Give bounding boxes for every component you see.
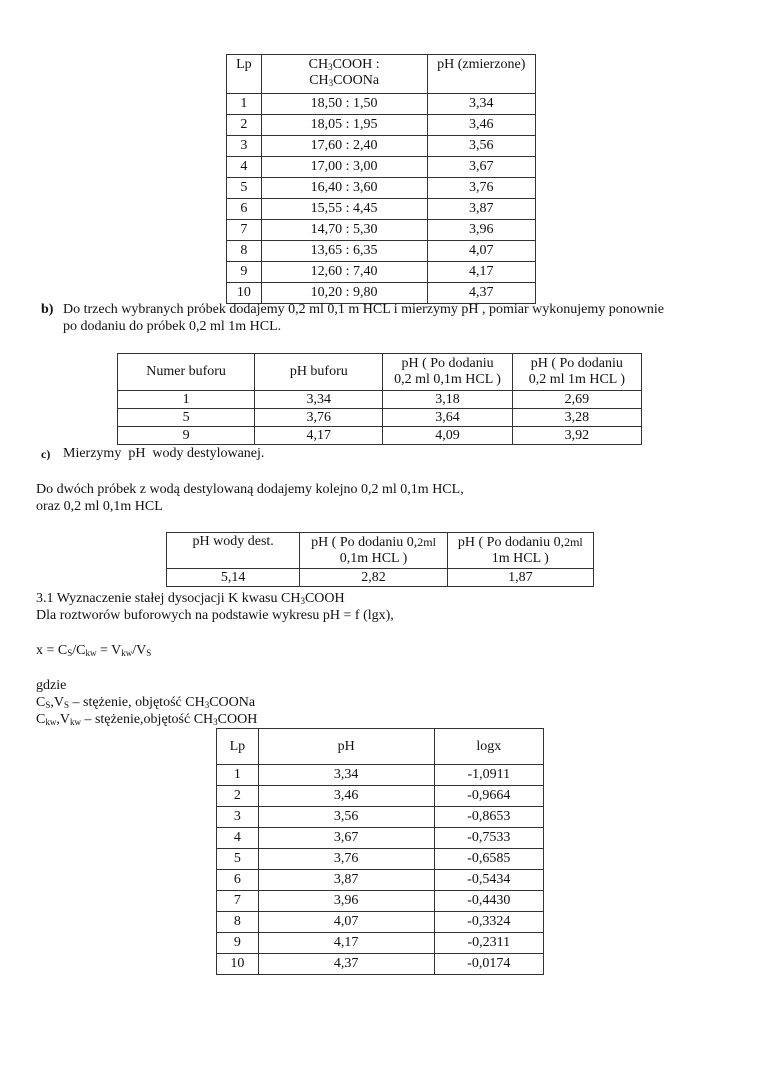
cell-number: 5 — [118, 409, 255, 427]
cell-logx: -0,2311 — [434, 933, 543, 954]
cell-ph: 3,96 — [258, 891, 434, 912]
definition-salt: $C_S,V_S$ – stężenie, objętość $CH_3COONa$ — [36, 695, 256, 710]
cell-lp: 9 — [217, 933, 259, 954]
section-c-text: Mierzymy pH wody destylowanej. — [63, 446, 265, 461]
table-row — [227, 199, 536, 220]
section-c-marker: c) — [41, 447, 51, 461]
cell-number: 9 — [118, 427, 255, 445]
cell-lp: 8 — [217, 912, 259, 933]
cell-lp: 6 — [217, 870, 259, 891]
cell-ph: 3,76 — [255, 409, 383, 427]
cell-lp: 3 — [217, 807, 259, 828]
cell-ratio: 15,55 : 4,45 — [261, 199, 427, 220]
cell-ph: 4,37 — [427, 283, 536, 304]
table-header-row — [167, 533, 594, 569]
table-row — [227, 241, 536, 262]
cell-lp: 7 — [227, 220, 262, 241]
cell-logx: -0,9664 — [434, 786, 543, 807]
cell-ph: 4,17 — [255, 427, 383, 445]
table-row — [227, 220, 536, 241]
cell-ph: 3,67 — [427, 157, 536, 178]
cell-lp: 10 — [227, 283, 262, 304]
cell-ph: 3,34 — [427, 94, 536, 115]
cell-lp: 5 — [227, 178, 262, 199]
header-ph: pH — [258, 729, 434, 765]
header-lp: Lp — [217, 729, 259, 765]
table-row — [217, 807, 544, 828]
cell-water-ph: 5,14 — [167, 569, 300, 587]
cell-ph: 4,07 — [258, 912, 434, 933]
table-row — [227, 157, 536, 178]
cell-ph: 3,46 — [258, 786, 434, 807]
cell-logx: -0,6585 — [434, 849, 543, 870]
cell-lp: 5 — [217, 849, 259, 870]
table-row — [217, 933, 544, 954]
cell-ph: 3,46 — [427, 115, 536, 136]
section-c-para-line2: oraz 0,2 ml 0,1m HCL — [36, 499, 163, 514]
cell-lp: 9 — [227, 262, 262, 283]
table-row — [217, 765, 544, 786]
formula-x: $x = C_S/C_{kw} = V_{kw}/V_S$ — [36, 643, 152, 658]
header-ph-after-1m: pH ( Po dodaniu 0,2 ml 1m HCL ) — [512, 354, 641, 391]
table-header-row — [118, 354, 642, 391]
cell-logx: -0,0174 — [434, 954, 543, 975]
section-c-para-line1: Do dwóch próbek z wodą destylowaną dodajemy kolejno 0,2 ml 0,1m HCL, — [36, 482, 464, 497]
header-water-ph: pH wody dest. — [167, 533, 300, 569]
table-row — [217, 828, 544, 849]
cell-ph: 3,34 — [255, 391, 383, 409]
cell-ph-1: 3,92 — [512, 427, 641, 445]
distilled-water-table — [166, 532, 594, 587]
cell-ratio: 13,65 : 6,35 — [261, 241, 427, 262]
definition-acid: $C_{kw},V_{kw}$ – stężenie,objętość $CH_3COOH$ — [36, 712, 258, 727]
cell-logx: -0,5434 — [434, 870, 543, 891]
cell-ratio: 17,00 : 3,00 — [261, 157, 427, 178]
cell-logx: -0,8653 — [434, 807, 543, 828]
cell-lp: 4 — [217, 828, 259, 849]
header-lp: Lp — [227, 55, 262, 94]
table-row — [227, 136, 536, 157]
header-ratio: $CH_3COOH$ : $CH_3COONa$ — [261, 55, 427, 94]
cell-ratio: 17,60 : 2,40 — [261, 136, 427, 157]
ph-logx-table — [216, 728, 544, 975]
cell-lp: 1 — [227, 94, 262, 115]
cell-ph: 3,96 — [427, 220, 536, 241]
cell-lp: 2 — [227, 115, 262, 136]
cell-logx: -0,3324 — [434, 912, 543, 933]
table-row — [217, 786, 544, 807]
cell-ph: 4,17 — [258, 933, 434, 954]
table-row — [167, 569, 594, 587]
header-logx: logx — [434, 729, 543, 765]
table-row — [217, 912, 544, 933]
table-row — [227, 262, 536, 283]
cell-ratio: 18,50 : 1,50 — [261, 94, 427, 115]
cell-ph: 4,37 — [258, 954, 434, 975]
table-row — [118, 427, 642, 445]
cell-ph-1: 1,87 — [447, 569, 593, 587]
cell-ph: 4,07 — [427, 241, 536, 262]
cell-ratio: 16,40 : 3,60 — [261, 178, 427, 199]
cell-lp: 3 — [227, 136, 262, 157]
table-row — [217, 870, 544, 891]
table-row — [118, 391, 642, 409]
cell-logx: -0,4430 — [434, 891, 543, 912]
table-header-row — [227, 55, 536, 94]
table-header-row — [217, 729, 544, 765]
section-b-line2: po dodaniu do próbek 0,2 ml 1m HCL. — [63, 319, 282, 334]
gdzie-label: gdzie — [36, 678, 67, 693]
header-ph-measured: pH (zmierzone) — [427, 55, 536, 94]
cell-lp: 2 — [217, 786, 259, 807]
buffer-hcl-table — [117, 353, 642, 445]
header-ph-after-1m: pH ( Po dodaniu 0,2ml 1m HCL ) — [447, 533, 593, 569]
cell-lp: 7 — [217, 891, 259, 912]
cell-ph-01: 2,82 — [300, 569, 447, 587]
cell-lp: 10 — [217, 954, 259, 975]
section-31-line2: Dla roztworów buforowych na podstawie wykresu pH = f (lgx), — [36, 608, 394, 623]
header-buffer-ph: pH buforu — [255, 354, 383, 391]
cell-lp: 8 — [227, 241, 262, 262]
cell-ph-01: 4,09 — [383, 427, 512, 445]
cell-ratio: 12,60 : 7,40 — [261, 262, 427, 283]
table-row — [217, 954, 544, 975]
header-ph-after-01m: pH ( Po dodaniu 0,2ml 0,1m HCL ) — [300, 533, 447, 569]
cell-logx: -1,0911 — [434, 765, 543, 786]
cell-ph-1: 2,69 — [512, 391, 641, 409]
cell-ph: 3,87 — [258, 870, 434, 891]
cell-lp: 1 — [217, 765, 259, 786]
cell-ratio: 10,20 : 9,80 — [261, 283, 427, 304]
cell-ph: 3,34 — [258, 765, 434, 786]
cell-logx: -0,7533 — [434, 828, 543, 849]
cell-ph: 3,76 — [427, 178, 536, 199]
section-b-marker: b) — [41, 302, 54, 317]
cell-ph-01: 3,64 — [383, 409, 512, 427]
table-row — [118, 409, 642, 427]
cell-lp: 4 — [227, 157, 262, 178]
buffer-ratio-table — [226, 54, 536, 304]
cell-ratio: 18,05 : 1,95 — [261, 115, 427, 136]
table-row — [227, 178, 536, 199]
cell-ph: 3,67 — [258, 828, 434, 849]
header-ph-after-01m: pH ( Po dodaniu 0,2 ml 0,1m HCL ) — [383, 354, 512, 391]
header-buffer-number: Numer buforu — [118, 354, 255, 391]
cell-number: 1 — [118, 391, 255, 409]
table-row — [217, 891, 544, 912]
cell-ph: 3,56 — [427, 136, 536, 157]
cell-lp: 6 — [227, 199, 262, 220]
section-b-line1: Do trzech wybranych próbek dodajemy 0,2 ml 0,1 m HCL i mierzymy pH , pomiar wykonujemy ponownie — [63, 302, 664, 317]
cell-ph: 4,17 — [427, 262, 536, 283]
cell-ph: 3,76 — [258, 849, 434, 870]
table-row — [217, 849, 544, 870]
section-31-title: 3.1 Wyznaczenie stałej dysocjacji K kwasu $CH_3COOH$ — [36, 591, 345, 606]
cell-ph-01: 3,18 — [383, 391, 512, 409]
cell-ph: 3,87 — [427, 199, 536, 220]
cell-ph-1: 3,28 — [512, 409, 641, 427]
table-row — [227, 94, 536, 115]
cell-ph: 3,56 — [258, 807, 434, 828]
table-row — [227, 115, 536, 136]
cell-ratio: 14,70 : 5,30 — [261, 220, 427, 241]
